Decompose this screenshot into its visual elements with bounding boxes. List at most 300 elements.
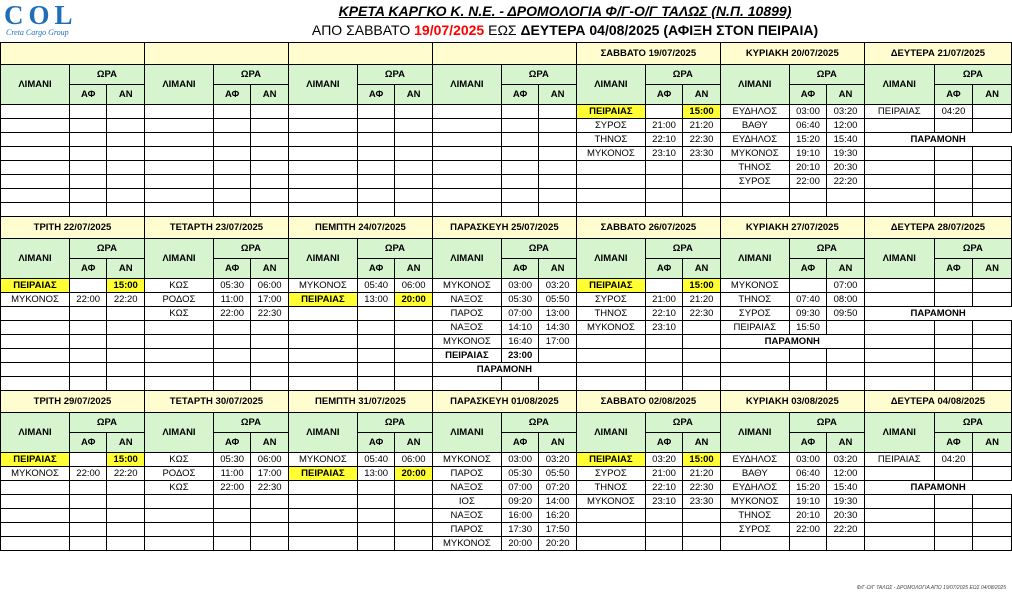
day-header: ΤΡΙΤΗ 22/07/2025 [1,217,145,239]
departure-time [934,349,973,363]
arrival-time: 15:00 [683,279,721,293]
departure-time: 22:10 [645,133,683,147]
arrival-time [395,537,433,551]
departure-time: 22:00 [213,307,251,321]
arrival-time [683,189,721,203]
arrival-time [973,189,1012,203]
port-cell [1,321,70,335]
departure-time: 19:10 [789,495,827,509]
departure-time [213,523,251,537]
arrival-time [395,147,433,161]
arrival-time [107,189,145,203]
arrival-header: ΑΝ [395,433,433,453]
departure-time [645,349,683,363]
departure-time [789,537,827,551]
departure-time: 17:30 [501,523,539,537]
day-header: ΠΑΡΑΣΚΕΥΗ 25/07/2025 [432,217,576,239]
departure-time [789,189,827,203]
arrival-time [107,321,145,335]
port-cell: ΠΕΙΡΑΙΑΣ [1,279,70,293]
arrival-time [395,481,433,495]
arrival-time: 22:20 [827,175,865,189]
day-header: ΣΑΒΒΑΤΟ 02/08/2025 [576,391,720,413]
arrival-time [973,377,1012,391]
departure-time [213,321,251,335]
arrival-time [827,321,865,335]
port-cell [288,349,357,363]
schedule-row [1,203,1012,217]
port-cell [1,335,70,349]
departure-header: ΑΦ [213,433,251,453]
departure-time: 11:00 [213,293,251,307]
day-header [144,43,288,65]
departure-time: 22:00 [213,481,251,495]
arrival-time [395,189,433,203]
arrival-time: 23:30 [683,147,721,161]
arrival-time [539,119,577,133]
arrival-time: 21:20 [683,467,721,481]
time-header: ΩΡΑ [645,239,720,259]
departure-header: ΑΦ [357,259,395,279]
departure-time [357,495,395,509]
port-cell [432,147,501,161]
departure-time [357,363,395,377]
departure-time [357,147,395,161]
port-cell [864,321,934,335]
departure-time: 22:10 [645,481,683,495]
port-header: ΛΙΜΑΝΙ [576,65,645,105]
departure-time: 16:40 [501,335,539,349]
arrival-time [683,377,721,391]
arrival-time: 12:00 [827,119,865,133]
port-cell: ΙΟΣ [432,495,501,509]
departure-time: 05:40 [357,453,395,467]
arrival-time: 22:20 [827,523,865,537]
arrival-time: 17:00 [539,335,577,349]
arrival-time [251,133,289,147]
departure-header: ΑΦ [789,85,827,105]
departure-time [501,377,539,391]
day-header: ΤΕΤΑΡΤΗ 23/07/2025 [144,217,288,239]
arrival-time: 07:20 [539,481,577,495]
arrival-time [973,537,1012,551]
port-cell [720,537,789,551]
departure-header: ΑΦ [357,433,395,453]
port-cell [1,105,70,119]
arrival-header: ΑΝ [395,85,433,105]
arrival-time: 22:20 [107,467,145,481]
arrival-time: 22:20 [107,293,145,307]
departure-time [213,509,251,523]
schedule-row [1,161,1012,175]
arrival-time [251,175,289,189]
port-cell: ΣΥΡΟΣ [720,523,789,537]
port-cell [288,321,357,335]
port-cell [1,495,70,509]
port-cell: ΣΥΡΟΣ [720,175,789,189]
departure-time: 23:00 [501,349,539,363]
port-cell [864,293,934,307]
port-cell: ΠΕΙΡΑΙΑΣ [288,467,357,481]
departure-time: 04:20 [934,453,973,467]
layover-note: ΠΑΡΑΜΟΝΗ [864,481,1011,495]
departure-time [934,189,973,203]
departure-time [69,363,107,377]
departure-time [213,377,251,391]
port-cell [1,203,70,217]
departure-time: 06:40 [789,467,827,481]
arrival-time: 13:00 [539,307,577,321]
port-cell: ΤΗΝΟΣ [576,307,645,321]
departure-time [645,105,683,119]
arrival-time: 21:20 [683,293,721,307]
port-cell [288,161,357,175]
departure-time: 15:20 [789,133,827,147]
arrival-time: 12:00 [827,467,865,481]
port-cell [144,537,213,551]
arrival-time [107,349,145,363]
departure-time: 09:30 [789,307,827,321]
day-header: ΤΡΙΤΗ 29/07/2025 [1,391,145,413]
time-header: ΩΡΑ [501,239,576,259]
port-cell [576,377,645,391]
port-cell: ΝΑΞΟΣ [432,321,501,335]
port-cell [1,147,70,161]
port-header: ΛΙΜΑΝΙ [432,65,501,105]
arrival-time: 20:20 [539,537,577,551]
port-cell [576,537,645,551]
port-cell: ΠΕΙΡΑΙΑΣ [576,279,645,293]
departure-time [69,377,107,391]
port-cell [576,203,645,217]
layover-note: ΠΑΡΑΜΟΝΗ [432,363,576,377]
port-cell [576,523,645,537]
port-header: ΛΙΜΑΝΙ [1,239,70,279]
arrival-header: ΑΝ [251,85,289,105]
departure-time [357,203,395,217]
time-header: ΩΡΑ [213,413,288,433]
departure-time [357,321,395,335]
departure-time [69,335,107,349]
arrival-time [973,203,1012,217]
schedule-row [1,523,1012,537]
departure-time [357,161,395,175]
departure-time: 23:10 [645,495,683,509]
arrival-time: 20:00 [395,467,433,481]
port-cell [432,119,501,133]
time-header: ΩΡΑ [934,413,1011,433]
port-cell: ΜΥΚΟΝΟΣ [576,321,645,335]
time-header: ΩΡΑ [69,413,144,433]
port-cell [864,161,934,175]
departure-header: ΑΦ [501,433,539,453]
port-cell [432,161,501,175]
footer-note: Φ/Γ-Ο/Γ ΤΑΛΩΣ - ΔΡΟΜΟΛΟΓΙΑ ΑΠΟ 19/07/2025 ΕΩΣ 04/08/2025 [856,585,1006,591]
day-header-row [1,391,1012,413]
arrival-time [107,495,145,509]
port-cell [144,321,213,335]
arrival-time [683,161,721,175]
port-cell [1,509,70,523]
port-cell [432,133,501,147]
departure-time [501,161,539,175]
schedule-row [1,175,1012,189]
port-cell: ΠΑΡΟΣ [432,467,501,481]
port-cell: ΜΥΚΟΝΟΣ [288,279,357,293]
port-cell [864,147,934,161]
arrival-time [107,523,145,537]
port-cell: ΜΥΚΟΝΟΣ [1,467,70,481]
arrival-time [973,279,1012,293]
departure-time [213,105,251,119]
arrival-time: 19:30 [827,147,865,161]
time-header: ΩΡΑ [69,239,144,259]
arrival-header: ΑΝ [107,433,145,453]
arrival-time [251,335,289,349]
time-header: ΩΡΑ [213,239,288,259]
port-cell: ΚΩΣ [144,481,213,495]
port-cell [1,119,70,133]
port-cell [144,203,213,217]
schedule-row [1,189,1012,203]
port-cell [144,161,213,175]
departure-time: 07:00 [501,307,539,321]
time-header: ΩΡΑ [357,239,432,259]
departure-time [357,349,395,363]
day-header: ΚΥΡΙΑΚΗ 20/07/2025 [720,43,864,65]
port-cell [288,509,357,523]
time-header: ΩΡΑ [357,65,432,85]
departure-time [934,537,973,551]
layover-note: ΠΑΡΑΜΟΝΗ [864,133,1011,147]
port-cell [864,523,934,537]
arrival-time [251,523,289,537]
departure-header: ΑΦ [213,85,251,105]
departure-time [934,293,973,307]
departure-time [69,203,107,217]
departure-time [501,119,539,133]
arrival-time [251,495,289,509]
day-header [288,43,432,65]
port-cell [1,161,70,175]
company-logo [4,2,104,38]
port-cell: ΝΑΞΟΣ [432,481,501,495]
arrival-header: ΑΝ [973,259,1012,279]
schedule-row [1,481,1012,495]
departure-header: ΑΦ [934,85,973,105]
arrival-time: 06:00 [251,279,289,293]
departure-time: 20:10 [789,161,827,175]
port-cell: ΜΥΚΟΝΟΣ [720,147,789,161]
departure-time [69,175,107,189]
arrival-time [539,133,577,147]
arrival-time: 06:00 [251,453,289,467]
arrival-header: ΑΝ [973,85,1012,105]
arrival-time: 15:40 [827,133,865,147]
departure-time [69,509,107,523]
departure-time [69,279,107,293]
arrival-time: 16:20 [539,509,577,523]
arrival-time [107,147,145,161]
port-cell [432,175,501,189]
port-cell: ΜΥΚΟΝΟΣ [432,279,501,293]
schedule-row [1,133,1012,147]
departure-time [357,523,395,537]
port-cell: ΕΥΔΗΛΟΣ [720,481,789,495]
schedule-row [1,495,1012,509]
port-cell: ΒΑΘΥ [720,467,789,481]
port-cell: ΠΕΙΡΑΙΑΣ [864,453,934,467]
port-cell: ΚΩΣ [144,279,213,293]
departure-time [645,335,683,349]
port-cell: ΠΑΡΟΣ [432,523,501,537]
departure-time: 05:30 [501,293,539,307]
schedule-row [1,537,1012,551]
port-cell [864,377,934,391]
arrival-time [251,203,289,217]
departure-time: 21:00 [645,119,683,133]
departure-time: 22:10 [645,307,683,321]
arrival-time [683,203,721,217]
departure-time [69,481,107,495]
arrival-time [973,293,1012,307]
departure-time: 13:00 [357,293,395,307]
arrival-time: 17:00 [251,293,289,307]
time-header: ΩΡΑ [213,65,288,85]
arrival-time [539,147,577,161]
arrival-header: ΑΝ [827,433,865,453]
departure-time [934,119,973,133]
departure-time [69,523,107,537]
departure-time [934,279,973,293]
day-header [432,43,576,65]
departure-time: 20:10 [789,509,827,523]
port-cell [864,335,934,349]
port-cell: ΜΥΚΟΝΟΣ [288,453,357,467]
port-cell [864,467,934,481]
port-cell [288,523,357,537]
departure-time: 11:00 [213,467,251,481]
departure-time [357,537,395,551]
departure-header: ΑΦ [69,259,107,279]
arrival-time [395,203,433,217]
schedule-row [1,321,1012,335]
arrival-time [683,537,721,551]
arrival-time: 03:20 [539,453,577,467]
arrival-time [251,147,289,161]
arrival-time [107,119,145,133]
day-header-row [1,217,1012,239]
arrival-time [973,147,1012,161]
arrival-time [395,495,433,509]
arrival-time [683,523,721,537]
arrival-time [107,203,145,217]
departure-time [213,349,251,363]
page-subtitle: ΑΠΟ ΣΑΒΒΑΤΟ 19/07/2025 ΕΩΣ ΔΕΥΤΕΡΑ 04/08/2025 (ΑΦΙΞΗ ΣΤΟΝ ΠΕΙΡΑΙΑ) [311,22,819,38]
layover-note: ΠΑΡΑΜΟΝΗ [720,335,864,349]
arrival-time: 15:00 [107,279,145,293]
departure-time: 03:00 [501,453,539,467]
day-header [1,43,145,65]
port-cell: ΡΟΔΟΣ [144,293,213,307]
port-cell [144,523,213,537]
arrival-time [251,105,289,119]
departure-time: 05:30 [213,453,251,467]
departure-time: 03:00 [789,105,827,119]
departure-time [69,119,107,133]
arrival-time: 07:00 [827,279,865,293]
departure-time [357,335,395,349]
arrival-time [973,509,1012,523]
departure-time [934,467,973,481]
arrival-time [973,363,1012,377]
port-cell [720,363,789,377]
port-cell [720,377,789,391]
page-title: ΚΡΕΤΑ ΚΑΡΓΚΟ Κ. Ν.Ε. - ΔΡΟΜΟΛΟΓΙΑ Φ/Γ-Ο/Γ ΤΑΛΩΣ (Ν.Π. 10899) [338,3,792,19]
departure-time [69,453,107,467]
port-cell: ΤΗΝΟΣ [720,509,789,523]
arrival-time: 22:30 [683,307,721,321]
time-header: ΩΡΑ [501,65,576,85]
arrival-time [107,161,145,175]
time-header: ΩΡΑ [789,239,864,259]
schedule-row [1,105,1012,119]
departure-time [789,377,827,391]
schedule-row [1,377,1012,391]
departure-time [789,279,827,293]
port-header: ΛΙΜΑΝΙ [576,413,645,453]
departure-time [645,509,683,523]
port-cell [288,377,357,391]
arrival-time [539,189,577,203]
arrival-time [827,363,865,377]
port-cell [576,509,645,523]
schedule-row [1,147,1012,161]
port-cell: ΠΕΙΡΑΙΑΣ [1,453,70,467]
arrival-time [107,377,145,391]
port-cell [288,147,357,161]
port-cell: ΤΗΝΟΣ [576,481,645,495]
port-cell [1,175,70,189]
departure-time: 14:10 [501,321,539,335]
port-cell [144,105,213,119]
departure-time [645,537,683,551]
time-header: ΩΡΑ [789,65,864,85]
port-header: ΛΙΜΑΝΙ [864,239,934,279]
port-header: ΛΙΜΑΝΙ [720,413,789,453]
port-cell: ΕΥΔΗΛΟΣ [720,453,789,467]
port-cell [288,537,357,551]
time-header: ΩΡΑ [501,413,576,433]
arrival-time: 15:00 [683,453,721,467]
port-header: ΛΙΜΑΝΙ [288,65,357,105]
port-cell [864,175,934,189]
departure-time [213,189,251,203]
arrival-time [107,105,145,119]
arrival-time [395,119,433,133]
port-cell [1,363,70,377]
port-cell: ΣΥΡΟΣ [576,293,645,307]
arrival-time [827,203,865,217]
port-cell: ΜΥΚΟΝΟΣ [1,293,70,307]
port-cell [288,133,357,147]
arrival-time: 05:50 [539,467,577,481]
departure-time [357,175,395,189]
arrival-time: 17:00 [251,467,289,481]
arrival-time [395,161,433,175]
departure-time [501,133,539,147]
arrival-time [251,509,289,523]
